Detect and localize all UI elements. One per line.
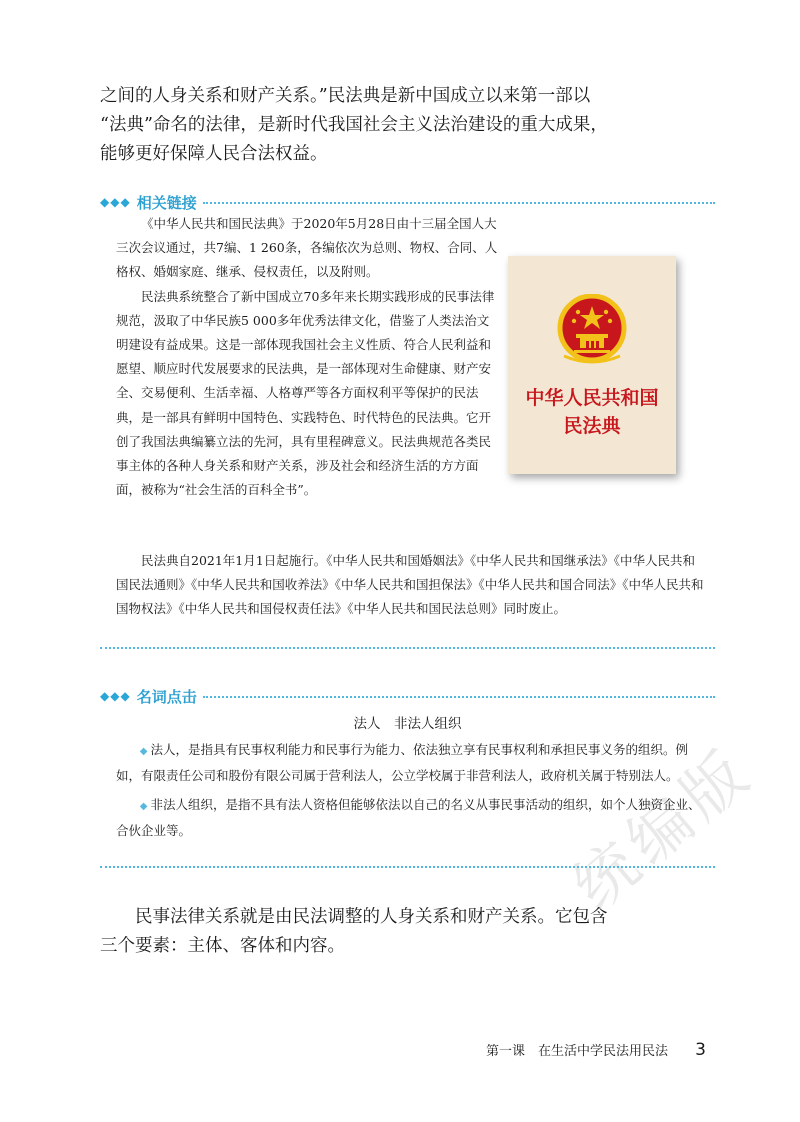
dotted-divider — [203, 202, 715, 204]
terms-text — [116, 738, 706, 848]
term-definition — [116, 738, 706, 789]
diamond-bullet-icon: ◆ — [139, 746, 148, 757]
dotted-divider — [203, 696, 715, 698]
terms-subtitle: 法人 非法人组织 — [353, 716, 462, 732]
related-links-paragraph: 《中华人民共和国民法典》于2020年5月28日由十三届全国人大三次会议通过，共7编、1 260条，各编依次为总则、物权、合同、人格权、婚姻家庭、继承、侵权责任，以及附则。 — [116, 216, 498, 280]
term-definition-text: 法人，是指具有民事权利能力和民事行为能力、依法独立享有民事权利和承担民事义务的组织。例如，有限责任公司和股份有限公司属于营利法人，公立学校属于非营利法人，政府机关属于特别法人。 — [116, 742, 688, 784]
dotted-divider — [100, 866, 715, 868]
body-line: 三个要素：主体、客体和内容。 — [100, 936, 345, 956]
body-paragraph — [100, 903, 700, 961]
page-footer — [486, 1040, 706, 1060]
national-emblem-icon — [554, 294, 630, 366]
civil-code-book-cover — [508, 256, 676, 474]
term-definition-text: 非法人组织，是指不具有法人资格但能够依法以自己的名义从事民事活动的组织，如个人独资企业、合伙企业等。 — [116, 796, 701, 839]
book-title — [508, 384, 676, 440]
page-number: 3 — [695, 1040, 706, 1060]
related-links-text — [116, 212, 500, 502]
diamond-icon: ◆◆◆ — [100, 195, 131, 209]
body-line: 民事法律关系就是由民法调整的人身关系和财产关系。它包含 — [135, 907, 608, 927]
related-links-paragraph: 民法典自2021年1月1日起施行。《中华人民共和国婚姻法》《中华人民共和国继承法》《中华人民共和国民法通则》《中华人民共和国收养法》《中华人民共和国担保法》《中华人民共和国合同法》《中华人民共和国物权法》《中华人民共和国侵权责任法》《中华人民共和国民法总则》同时废止。 — [116, 553, 704, 617]
intro-line: 能够更好保障人民合法权益。 — [100, 144, 328, 164]
related-links-paragraph: 民法典系统整合了新中国成立70多年来长期实践形成的民事法律规范，汲取了中华民族5 000多年优秀法律文化，借鉴了人类法治文明建设有益成果。这是一部体现我国社会主义性质、符合人民利益和愿望、顺应时代发展要求的民法典，是一部体现对生命健康、财产安全、交易便利、生活幸福、人格尊严等各方面权利平等保护的民法典，是一部具有鲜明中国特色、实践特色、时代特色的民法典。它开创了我国法典编纂立法的先河，具有里程碑意义。民法典规范各类民事主体的各种人身关系和财产关系，涉及社会和经济生活的方方面面，被称为“社会生活的百科全书”。 — [116, 288, 495, 498]
diamond-icon: ◆◆◆ — [100, 689, 131, 703]
book-title-line: 民法典 — [563, 415, 621, 437]
terms-header — [100, 684, 715, 708]
intro-line: 之间的人身关系和财产关系。”民法典是新中国成立以来第一部以 — [100, 86, 591, 106]
diamond-bullet-icon: ◆ — [139, 800, 148, 812]
related-links-text — [116, 549, 706, 622]
intro-line: “法典”命名的法律，是新时代我国社会主义法治建设的重大成果， — [100, 115, 608, 135]
book-title-line: 中华人民共和国 — [525, 387, 659, 409]
dotted-divider — [100, 647, 715, 649]
related-links-header — [100, 190, 715, 214]
term-definition — [116, 793, 706, 844]
related-links-title: 相关链接 — [136, 193, 197, 212]
terms-title: 名词点击 — [136, 687, 197, 706]
intro-paragraph — [100, 82, 700, 169]
watermark: 统编版 — [559, 732, 768, 924]
lesson-title: 第一课 在生活中学民法用民法 — [486, 1044, 669, 1059]
